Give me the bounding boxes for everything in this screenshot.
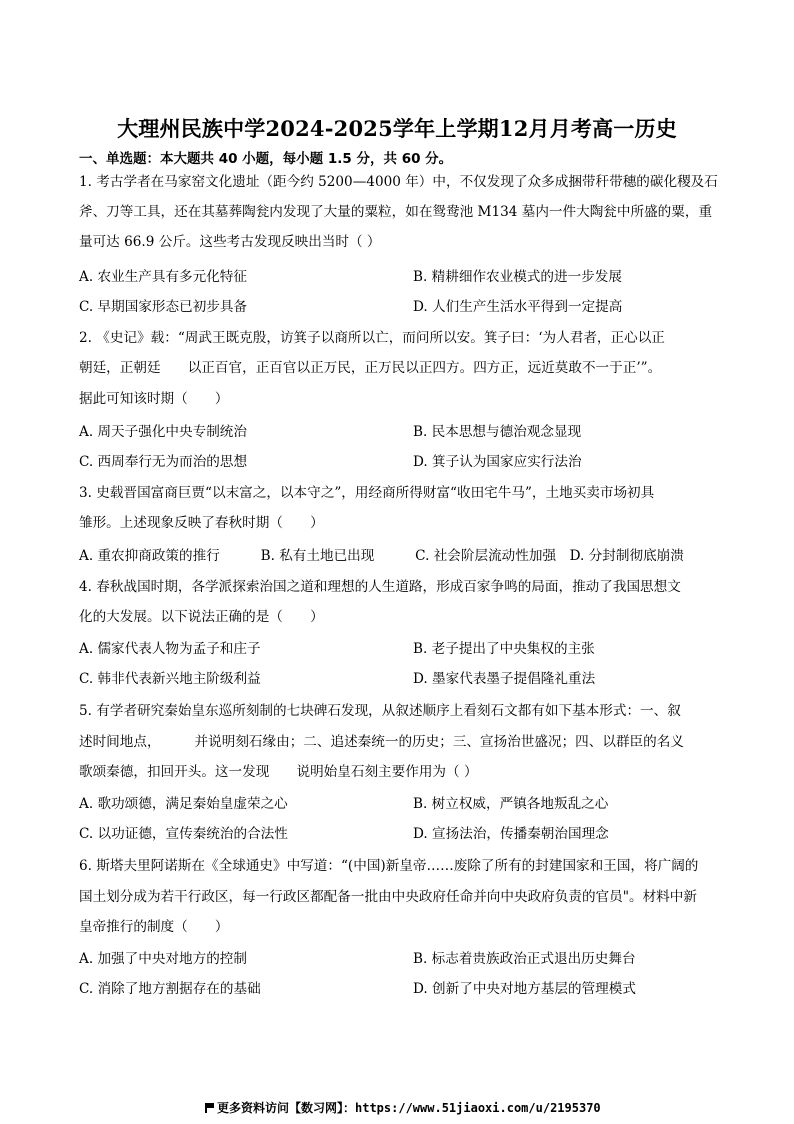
question-6-option-c: C. 消除了地方割据存在的基础 <box>79 981 261 997</box>
question-5-option-d: D. 宣扬法治，传播秦朝治国理念 <box>413 826 609 842</box>
question-6-option-a: A. 加强了中央对地方的控制 <box>79 951 247 967</box>
question-2-line-3: 据此可知该时期（ ） <box>79 391 229 407</box>
question-1-option-a: A. 农业生产具有多元化特征 <box>79 269 247 285</box>
question-5-option-c: C. 以功证德，宣传秦统治的合法性 <box>79 826 288 842</box>
question-6-option-b: B. 标志着贵族政治正式退出历史舞台 <box>413 951 636 967</box>
question-2-line-2: 朝廷，正朝廷 以正百官，正百官以正万民，正万民以正四方。四方正，远近莫敢不一于正’”。 <box>79 360 662 376</box>
question-2-option-d: D. 箕子认为国家应实行法治 <box>413 454 582 470</box>
question-6-line-2: 国土划分成为若干行政区，每一行政区都配备一批由中央政府任命并向中央政府负责的官员"。材料中新 <box>79 889 697 905</box>
question-1-option-c: C. 早期国家形态已初步具备 <box>79 299 248 315</box>
question-2-line-1: 2. 《史记》载：“周武王既克殷，访箕子以商所以亡，而问所以安。箕子曰：‘为人君者，正心以正 <box>79 330 665 346</box>
question-5-option-a: A. 歌功颂德，满足秦始皇虚荣之心 <box>79 796 288 812</box>
footer-link[interactable]: 更多资料访问【数习网】：https://www.51jiaoxi.com/u/2195370 <box>217 1101 601 1115</box>
question-4-line-1: 4. 春秋战国时期，各学派探索治国之道和理想的人生道路，形成百家争鸣的局面，推动了我国思想文 <box>79 579 681 595</box>
question-4-line-2: 化的大发展。以下说法正确的是（ ） <box>79 609 324 625</box>
question-3-line-1: 3. 史载晋国富商巨贾“以末富之，以本守之”，用经商所得财富“收田宅牛马”，土地买卖市场初具 <box>79 485 655 501</box>
flag-icon <box>205 1103 214 1113</box>
question-4-option-a: A. 儒家代表人物为孟子和庄子 <box>79 641 261 657</box>
question-1-option-b: B. 精耕细作农业模式的进一步发展 <box>413 269 622 285</box>
question-5-line-1: 5. 有学者研究秦始皇东巡所刻制的七块碑石发现，从叙述顺序上看刻石文都有如下基本形式：一、叙 <box>79 703 681 719</box>
question-4-option-b: B. 老子提出了中央集权的主张 <box>413 641 595 657</box>
question-5-option-b: B. 树立权威，严镇各地叛乱之心 <box>413 796 609 812</box>
question-6-line-1: 6. 斯塔夫里阿诺斯在《全球通史》中写道：“(中国)新皇帝……废除了所有的封建国家和王国，将广阔的 <box>79 858 699 874</box>
section-heading: 一、单选题：本大题共 40 小题，每小题 1.5 分，共 60 分。 <box>79 151 453 167</box>
question-3-line-2: 雏形。上述现象反映了春秋时期（ ） <box>79 515 324 531</box>
question-5-line-2: 述时间地点， 并说明刻石缘由；二、追述秦统一的历史；三、宣扬治世盛况；四、以群臣的名义 <box>79 734 684 750</box>
question-4-option-c: C. 韩非代表新兴地主阶级利益 <box>79 671 261 687</box>
question-2-option-b: B. 民本思想与德治观念显现 <box>413 424 582 440</box>
page-title: 大理州民族中学2024-2025学年上学期12月月考高一历史 <box>117 116 677 141</box>
question-6-line-3: 皇帝推行的制度（ ） <box>79 919 229 935</box>
question-4-option-d: D. 墨家代表墨子提倡隆礼重法 <box>413 671 596 687</box>
question-1-line-3: 量可达 66.9 公斤。这些考古发现反映出当时（ ） <box>79 234 381 250</box>
question-3-options: A. 重农抑商政策的推行 B. 私有土地已出现 C. 社会阶层流动性加强 D. 分封制彻底崩溃 <box>79 548 684 564</box>
question-1-line-2: 斧、刀等工具，还在其墓葬陶瓮内发现了大量的粟粒，如在鸳鸯池 M134 墓内一件大陶瓮中所盛的粟，重 <box>79 204 713 220</box>
question-5-line-3: 歌颂秦德，扣回开头。这一发现 说明始皇石刻主要作用为（ ） <box>79 764 478 780</box>
question-1-option-d: D. 人们生产生活水平得到一定提高 <box>413 299 623 315</box>
question-6-option-d: D. 创新了中央对地方基层的管理模式 <box>413 981 636 997</box>
footer <box>205 1099 601 1116</box>
question-1-line-1: 1. 考古学者在马家窑文化遗址（距今约 5200—4000 年）中，不仅发现了众多成捆带秆带穗的碳化稷及石 <box>79 174 718 190</box>
question-2-option-a: A. 周天子强化中央专制统治 <box>79 424 247 440</box>
question-2-option-c: C. 西周奉行无为而治的思想 <box>79 454 248 470</box>
